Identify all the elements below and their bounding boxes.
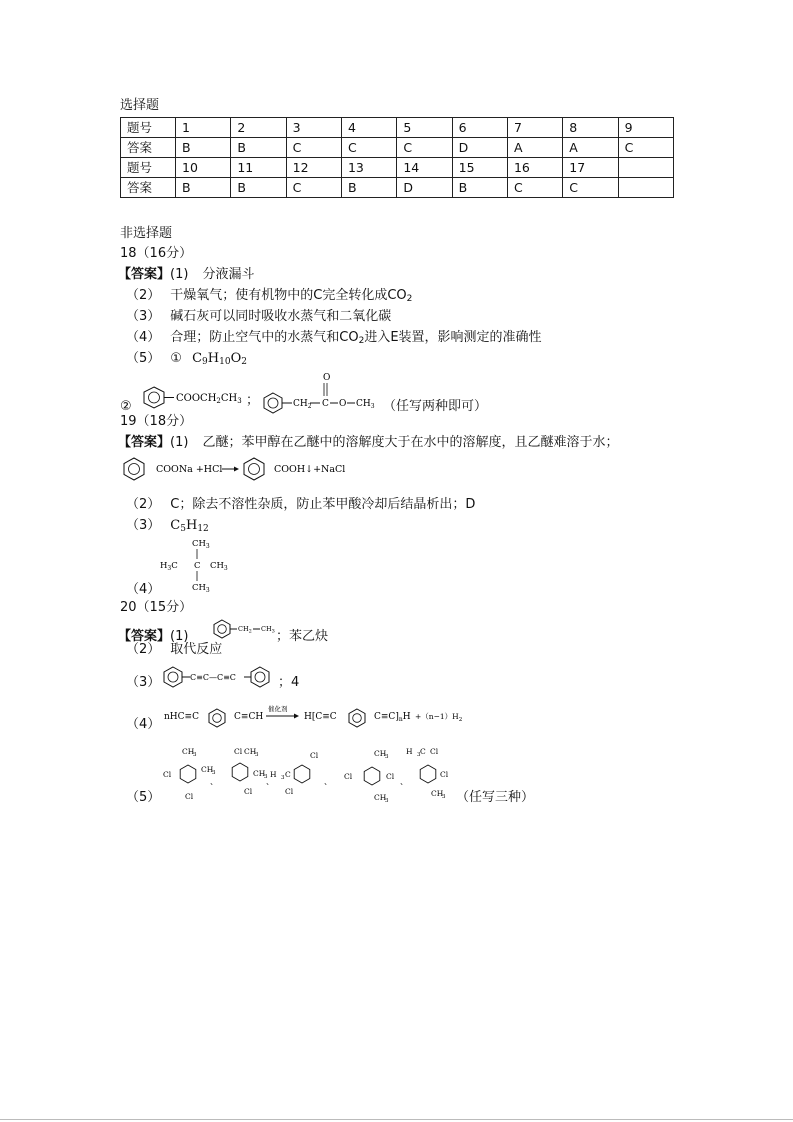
substituent-label: CH (374, 793, 387, 802)
note-text: （任写两种即可） (383, 399, 488, 414)
substituent-label: CH (253, 769, 266, 778)
svg-text:H3C: $H_3C$ (160, 561, 178, 572)
arrow-icon (294, 714, 299, 719)
table-cell: 1 (176, 118, 231, 138)
item-number: （2） (126, 497, 161, 512)
answer-text: 干燥氧气；使有机物中的C完全转化成CO (170, 288, 407, 303)
substituent-label: C (420, 747, 426, 756)
table-cell (618, 158, 673, 178)
item-number: （3） (126, 309, 161, 324)
mc-heading: 选择题 (120, 98, 160, 113)
item-number: （3） (126, 518, 161, 533)
circled-number: ① (170, 351, 182, 366)
separator: 、 (400, 777, 408, 786)
note-text: （任写三种） (456, 790, 535, 805)
substituent-label: Cl (185, 792, 194, 801)
separator: 、 (210, 777, 218, 786)
substituent-label: CH (182, 747, 195, 756)
table-row (121, 178, 674, 198)
row-header-cell: 题号 (121, 118, 176, 138)
table-cell: 12 (286, 158, 341, 178)
substituent-label: CH (374, 749, 387, 758)
item-number: (1) (170, 435, 189, 450)
table-cell: 3 (286, 118, 341, 138)
item-number: （4） (126, 582, 161, 597)
row-header-cell: 题号 (121, 158, 176, 178)
q19-line2 (126, 496, 475, 514)
isomer-structures (160, 744, 456, 802)
q18-line3 (126, 308, 391, 326)
separator: ； (246, 393, 260, 408)
benzene-ring-icon (180, 765, 196, 783)
table-cell: 6 (452, 118, 507, 138)
answer-tag: 【答案】 (118, 629, 171, 644)
molecular-formula: $C_9H_{10}O_2$ (192, 351, 247, 367)
table-cell: A (507, 138, 562, 158)
subscript: 3 (212, 770, 216, 776)
table-cell: B (341, 178, 396, 198)
table-cell: 2 (231, 118, 286, 138)
table-cell: B (231, 138, 286, 158)
svg-text:C≡CH: C≡CH (234, 712, 264, 722)
separator: 、 (266, 777, 274, 786)
svg-text:COONa +HCl: COONa +HCl (156, 464, 223, 475)
q20-title: 20（15分） (120, 600, 193, 615)
svg-text:CH3: $CH_3$ (356, 399, 375, 410)
separator: 、 (324, 777, 332, 786)
svg-text:C: C (322, 399, 329, 409)
q18-line4 (126, 329, 542, 350)
table-cell: C (618, 138, 673, 158)
svg-text:CH3: $CH_3$ (192, 583, 210, 593)
benzene-ring-icon (124, 458, 144, 480)
answer-text: ；4 (278, 675, 300, 690)
subscript: 3 (281, 775, 285, 781)
substituent-label: Cl (310, 751, 319, 760)
svg-text:CH3: $CH_3$ (192, 539, 210, 550)
table-row (121, 158, 674, 178)
subscript: 3 (264, 774, 268, 780)
row-header-cell: 答案 (121, 178, 176, 198)
subscript: 3 (193, 752, 197, 758)
answer-table (120, 117, 674, 198)
svg-text:催化剂: 催化剂 (268, 705, 288, 713)
table-cell: 10 (176, 158, 231, 178)
item-number: (1) (170, 629, 189, 644)
benzene-ring-icon (244, 458, 264, 480)
substituent-label: C (285, 770, 291, 779)
item-number: （3） (126, 675, 161, 690)
page-bottom-border (0, 1119, 793, 1120)
q18-line1 (118, 266, 254, 284)
subscript: 3 (255, 752, 259, 758)
substituent-label: H (270, 770, 277, 779)
benzene-ring-icon (144, 387, 164, 408)
table-cell (618, 178, 673, 198)
svg-text:H[C≡C: H[C≡C (304, 712, 337, 722)
q19-line3 (126, 517, 209, 538)
table-cell: 4 (341, 118, 396, 138)
reaction-equation (118, 455, 368, 483)
table-cell: B (231, 178, 286, 198)
q20-line2 (126, 641, 222, 659)
table-cell: C (563, 178, 618, 198)
answer-text: ；苯乙炔 (276, 629, 329, 644)
answer-text: 取代反应 (170, 642, 223, 657)
diphenylbutadiyne-structure (160, 664, 280, 690)
svg-text:C: C (194, 561, 201, 571)
table-cell: C (507, 178, 562, 198)
item-number: （5） (126, 351, 161, 366)
substituent-label: $COOCH_2CH_3$ (176, 393, 242, 405)
table-cell: C (286, 178, 341, 198)
svg-text:+（n−1）H2: $+(n-1)H_2$ (415, 712, 463, 723)
svg-text:O: O (339, 399, 347, 409)
table-cell: B (176, 138, 231, 158)
table-cell: 13 (341, 158, 396, 178)
benzene-ring-icon (232, 763, 248, 781)
svg-text:CH2: $CH_2$ (293, 399, 312, 410)
benzene-ring-icon (420, 765, 436, 783)
ethylbenzene-structure (210, 617, 280, 641)
answer-text: 乙醚；苯甲醇在乙醚中的溶解度大于在水中的溶解度，且乙醚难溶于水； (202, 435, 619, 450)
answer-tag: 【答案】 (118, 435, 171, 450)
item-number: （4） (126, 330, 161, 345)
svg-text:CH3: $CH_3$ (210, 561, 228, 572)
substituent-label: Cl (234, 747, 243, 756)
svg-text:COOH↓+NaCl: COOH↓+NaCl (274, 464, 346, 475)
benzene-ring-icon (214, 620, 230, 638)
table-cell: 11 (231, 158, 286, 178)
arrow-icon (234, 467, 239, 472)
substituent-label: H (406, 747, 413, 756)
table-cell: 15 (452, 158, 507, 178)
substituent-label: CH (244, 747, 257, 756)
subscript: 2 (406, 294, 413, 304)
substituent-label: CH (201, 765, 214, 774)
table-cell: C (286, 138, 341, 158)
ester-structure-2 (258, 372, 384, 416)
table-cell: D (397, 178, 452, 198)
svg-text:nHC≡C: nHC≡C (164, 712, 199, 722)
substituent-label: Cl (386, 772, 395, 781)
answer-text: 合理；防止空气中的水蒸气和CO (170, 330, 359, 345)
circled-number: ② (120, 399, 132, 414)
answer-text: C；除去不溶性杂质，防止苯甲酸冷却后结晶析出；D (170, 497, 476, 512)
table-cell: 7 (507, 118, 562, 138)
svg-text:O: O (323, 373, 331, 383)
substituent-label: Cl (163, 770, 172, 779)
answer-text: 进入E装置，影响测定的准确性 (364, 330, 542, 345)
table-cell: B (452, 178, 507, 198)
q19-line1 (118, 434, 618, 452)
q18-line5 (126, 350, 247, 371)
subscript: 2 (358, 336, 365, 346)
benzene-ring-icon (364, 767, 380, 785)
molecular-formula: $C_5H_{12}$ (170, 518, 209, 534)
table-cell: C (397, 138, 452, 158)
table-cell: 9 (618, 118, 673, 138)
item-number: （4） (126, 717, 161, 732)
subscript: 3 (417, 752, 421, 758)
table-cell: 8 (563, 118, 618, 138)
table-row (121, 138, 674, 158)
substituent-label: Cl (440, 770, 449, 779)
benzene-ring-icon (294, 765, 310, 783)
item-number: （2） (126, 288, 161, 303)
benzene-ring-icon (251, 667, 269, 687)
item-number: （5） (126, 790, 161, 805)
subscript: 3 (385, 754, 389, 760)
fr-heading: 非选择题 (120, 226, 173, 241)
table-cell: D (452, 138, 507, 158)
benzene-ring-icon (264, 393, 282, 413)
subscript: 3 (385, 798, 389, 802)
q19-title: 19（18分） (120, 414, 193, 429)
row-header-cell: 答案 (121, 138, 176, 158)
benzene-ring-icon (164, 667, 182, 687)
benzene-ring-icon (349, 709, 365, 727)
svg-text:CH2: $CH_2$ (238, 625, 252, 635)
neopentane-structure (158, 537, 238, 593)
substituent-label: Cl (344, 772, 353, 781)
substituent-label: Cl (430, 747, 439, 756)
table-cell: C (341, 138, 396, 158)
polymerization-equation (160, 702, 480, 730)
triple-bond-chain: C≡C—C≡C (190, 673, 236, 682)
answer-tag: 【答案】 (118, 267, 171, 282)
answer-text: 分液漏斗 (202, 267, 255, 282)
q18-line2 (126, 287, 412, 308)
substituent-label: Cl (244, 787, 253, 796)
svg-text:CH3: $CH_3$ (261, 625, 275, 635)
table-row (121, 118, 674, 138)
table-cell: 16 (507, 158, 562, 178)
table-cell: 17 (563, 158, 618, 178)
item-number: (1) (170, 267, 189, 282)
benzene-ring-icon (209, 709, 225, 727)
table-cell: 14 (397, 158, 452, 178)
substituent-label: Cl (285, 787, 294, 796)
svg-text:C≡C]nH: $C\equiv C]_nH$ (374, 712, 411, 723)
table-cell: A (563, 138, 618, 158)
subscript: 3 (442, 794, 446, 800)
substituent-label: CH (431, 789, 444, 798)
answer-text: 碱石灰可以同时吸收水蒸气和二氧化碳 (170, 309, 392, 324)
table-cell: 5 (397, 118, 452, 138)
table-cell: B (176, 178, 231, 198)
q18-title: 18（16分） (120, 246, 193, 261)
item-number: （2） (126, 642, 161, 657)
